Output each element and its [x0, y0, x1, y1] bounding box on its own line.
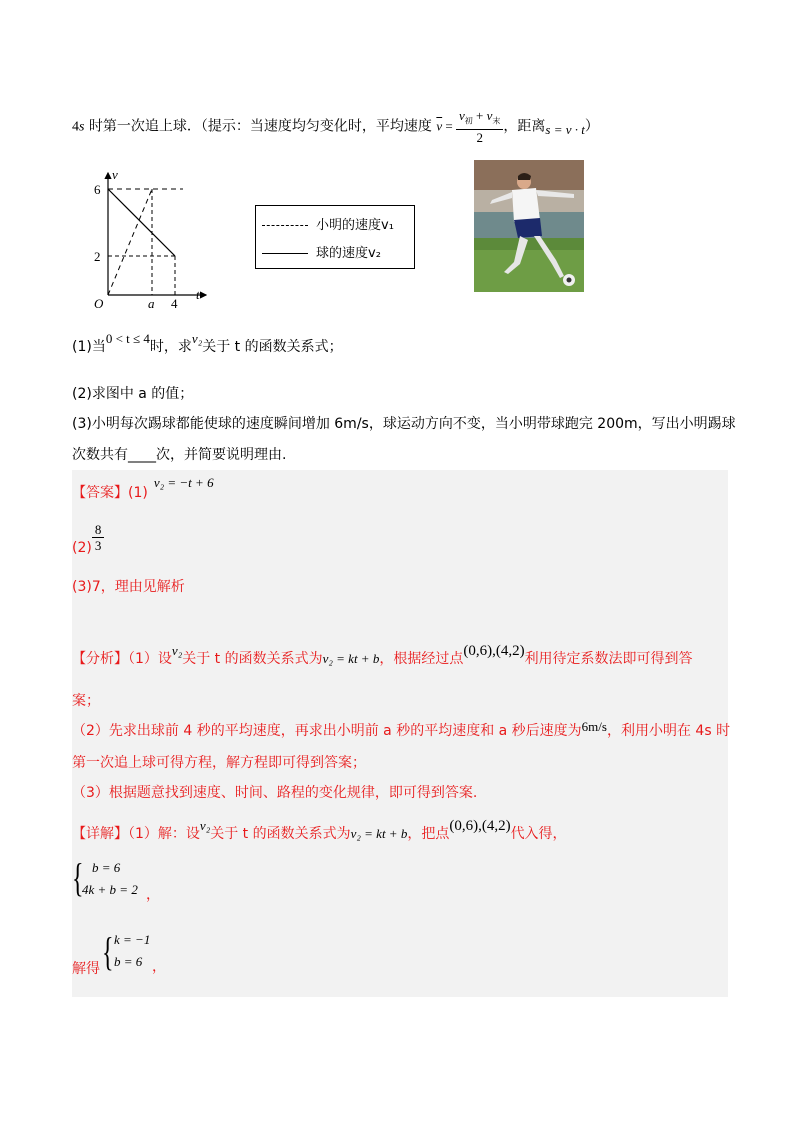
- analysis-p3: （3）根据题意找到速度、时间、路程的变化规律，即可得到答案.: [72, 785, 478, 801]
- analysis-p1-points: (0,6),(4,2): [463, 643, 525, 659]
- eq-sign: =: [442, 118, 456, 134]
- q1-condition: 0 < t ≤ 4: [105, 331, 150, 346]
- question-1: [72, 331, 343, 356]
- q2-text: (2)求图中 a 的值；: [72, 386, 194, 402]
- analysis-p1-e: 案；: [72, 693, 100, 709]
- intro-text1: 时第一次追上球．（提示：当速度均匀变化时，平均速度: [84, 118, 432, 135]
- system-1-eq-1: b = 6: [92, 860, 121, 875]
- vbar: $\overline{v}$: [436, 118, 443, 134]
- frac-plus: +: [472, 108, 487, 123]
- xiaoming-velocity-line: [108, 189, 152, 295]
- intro-text2: ，距离: [503, 118, 546, 135]
- a2-fraction: [92, 522, 105, 553]
- analysis-p1-var: v₂: [171, 643, 183, 658]
- a3-text: (3)7，理由见解析: [72, 579, 185, 595]
- q1-var: v₂: [191, 331, 203, 346]
- legend-dashed-label: 小明的速度v₁: [316, 218, 394, 233]
- detail-d1-a: （1）解：设: [128, 826, 200, 842]
- system-1-tail: ，: [146, 887, 160, 903]
- system-2-brace: {: [102, 929, 114, 974]
- frac-num-b: v: [486, 108, 493, 123]
- legend-solid-swatch: [262, 253, 308, 254]
- analysis-p2-b: ，利用小明在 4s 时: [606, 723, 731, 739]
- frac-num-a-sub: 初: [464, 116, 473, 126]
- a2-prefix: (2): [72, 539, 92, 556]
- intro-close: ）: [584, 118, 599, 135]
- answer-line-2: [72, 522, 104, 556]
- q3-line1: (3)小明每次踢球都能使球的速度瞬间增加 6m/s，球运动方向不变，当小明带球跑完 200m，写出小明踢球: [72, 416, 736, 432]
- q1-prefix: (1)当: [72, 339, 106, 355]
- system-2-eq-1: k = −1: [114, 932, 151, 947]
- detail-d1-d: 代入得，: [510, 826, 567, 842]
- x-tick-a: a: [148, 296, 155, 310]
- y-axis-label: v: [112, 167, 118, 182]
- analysis-p1-d: 利用待定系数法即可得到答: [524, 651, 693, 667]
- system-1-eq-2: 4k + b = 2: [82, 882, 138, 897]
- legend-solid-row: [262, 242, 381, 261]
- detail-d1-formula: v₂ = kt + b: [350, 826, 408, 841]
- a1-prefix: (1): [128, 485, 148, 501]
- average-speed-fraction: [456, 108, 503, 145]
- velocity-time-graph: [88, 165, 218, 310]
- analysis-p2-a: （2）先求出球前 4 秒的平均速度，再求出小明前 a 秒的平均速度和 a 秒后速度为: [72, 723, 582, 739]
- question-3-line-1: [72, 413, 736, 433]
- q3-line2: 次数共有____次，并简要说明理由.: [72, 447, 287, 463]
- a2-num: 8: [92, 522, 105, 538]
- analysis-p1-b: 关于 t 的函数关系式为: [182, 651, 323, 667]
- intro-lead-unit: s: [79, 119, 85, 135]
- intro-lead: 4: [72, 119, 79, 135]
- detail-line-1: [72, 818, 567, 843]
- answer-label: 【答案】: [72, 485, 128, 501]
- legend-dashed-swatch: [262, 225, 308, 226]
- answer-line-3: [72, 576, 185, 596]
- detail-d1-b: 关于 t 的函数关系式为: [210, 826, 351, 842]
- analysis-p1-c: ，根据经过点: [379, 651, 464, 667]
- a2-den: 3: [94, 538, 102, 553]
- question-2: [72, 383, 193, 403]
- solution-prefix: 解得: [72, 961, 100, 977]
- origin-label: O: [94, 296, 104, 310]
- intro-line: [72, 108, 599, 145]
- analysis-p1-a: （1）设: [128, 651, 172, 667]
- analysis-label: 【分析】: [72, 651, 128, 667]
- x-tick-4: 4: [171, 296, 178, 310]
- equation-system-1: [72, 855, 272, 903]
- frac-num-b-sub: 末: [492, 116, 501, 126]
- analysis-p2-c: 第一次追上球可得方程，解方程即可得到答案；: [72, 755, 366, 771]
- y-tick-2: 2: [94, 249, 101, 264]
- analysis-line-2: [72, 690, 100, 710]
- detail-label: 【详解】: [72, 826, 128, 842]
- detail-d1-var: v₂: [199, 818, 211, 833]
- answer-line-1: [72, 475, 214, 502]
- detail-d1-points: (0,6),(4,2): [449, 818, 511, 834]
- analysis-line-3: [72, 720, 730, 740]
- detail-d1-c: ，把点: [407, 826, 450, 842]
- legend-dashed-row: [262, 214, 394, 233]
- x-axis-label: t: [196, 287, 200, 302]
- a1-formula: v₂ = −t + 6: [153, 475, 214, 490]
- system-2-tail: ，: [152, 959, 166, 975]
- q1-mid: 时，求: [149, 339, 192, 355]
- analysis-line-4: [72, 752, 366, 772]
- analysis-p1-formula: v₂ = kt + b: [322, 651, 380, 666]
- system-1-brace: {: [72, 855, 84, 900]
- system-2-eq-2: b = 6: [114, 954, 143, 969]
- analysis-line-5: [72, 782, 477, 802]
- legend-solid-label: 球的速度v₂: [316, 246, 381, 261]
- distance-formula: s = v · t: [545, 122, 585, 138]
- q1-suffix: 关于 t 的函数关系式；: [202, 339, 343, 355]
- equation-system-2: [72, 930, 272, 976]
- frac-num-a: v: [458, 108, 465, 123]
- frac-den: 2: [476, 129, 483, 145]
- analysis-line-1: [72, 643, 693, 668]
- analysis-p2-speed: 6m/s: [581, 719, 607, 734]
- y-tick-6: 6: [94, 182, 101, 197]
- graph-legend: [255, 205, 415, 269]
- ball-velocity-line: [108, 189, 175, 256]
- question-3-line-2: [72, 444, 286, 464]
- soccer-player-image: [474, 160, 584, 292]
- soccer-player-photo: [474, 160, 584, 292]
